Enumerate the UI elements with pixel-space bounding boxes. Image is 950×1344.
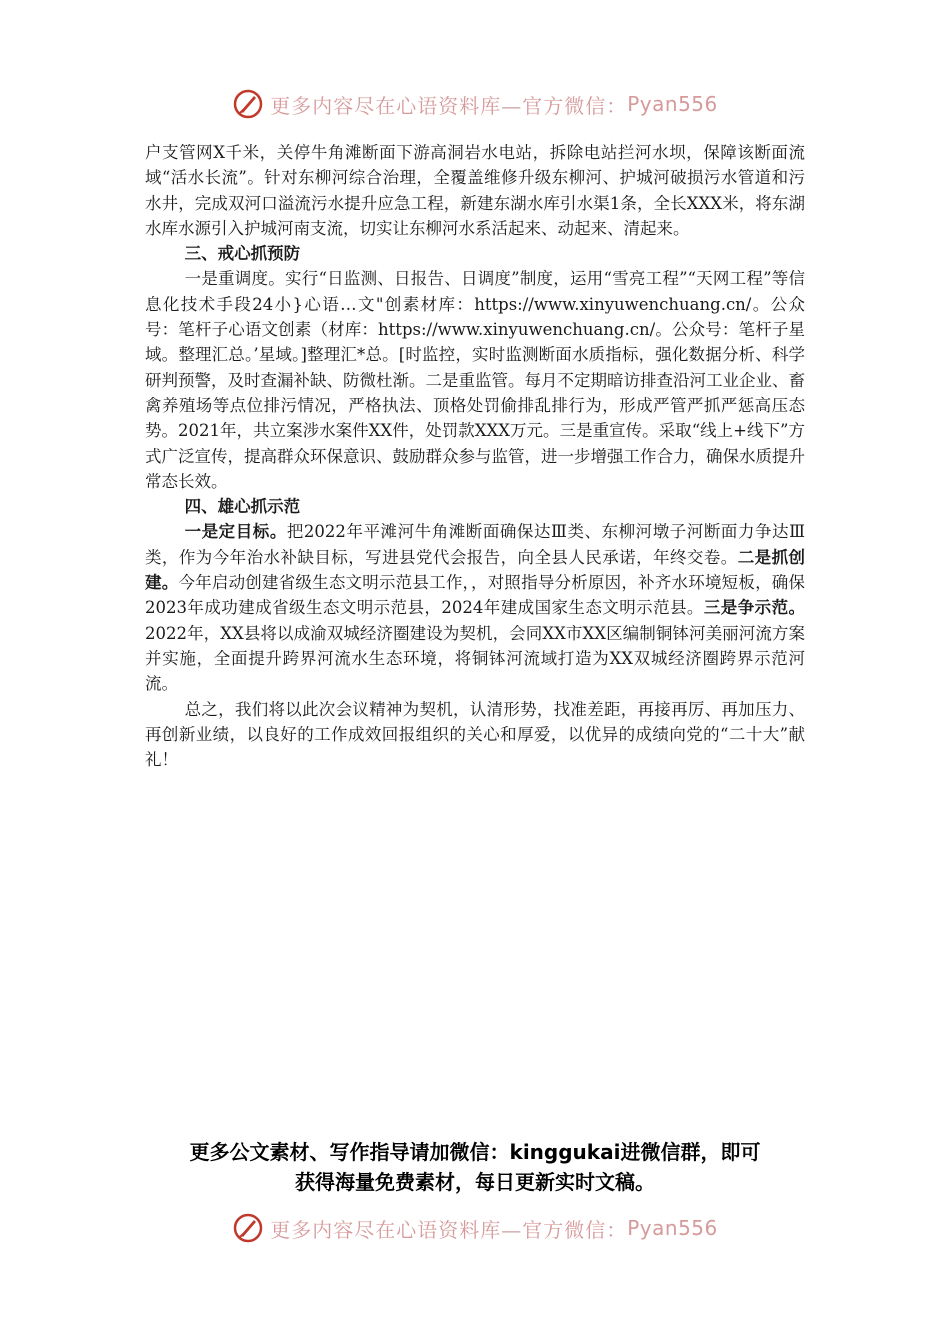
point-1-text: 把2022年平滩河牛角滩断面确保达Ⅲ类、东柳河墩子河断面力争达Ⅲ类，作为今年治水补缺目标，写进县党代会报告，向全县人民承诺，年终交卷。 [145, 522, 805, 567]
paragraph-2: 一是重调度。实行“日监测、日报告、日调度”制度，运用“雪亮工程”“天网工程”等信息化技术手段24小}心语…文"创素材库：https://www.xinyuwenchuang.cn/。公众号：笔杆子心语文创素（材库：https://www.xinyuwenchuang.cn/。公众号：笔杆子星域。整理汇总。’星域。]整理汇*总。[时监控，实时监测断面水质指标，强化数据分析、科学研判预警，及时查漏补缺、防微杜渐。二是重监管。每月不定期暗访排查沿河工业企业、畜禽养殖场等点位排污情况，严格执法、顶格处罚偷排乱排行为，形成严管严抓严惩高压态势。2021年，共立案涉水案件XX件，处罚款XXX万元。三是重宣传。采取“线上+线下”方式广泛宣传，提高群众环保意识、鼓励群众参与监管，进一步增强工作合力，确保水质提升常态长效。 [145, 269, 805, 491]
paragraph-1: 户支管网X千米，关停牛角滩断面下游高洞岩水电站，拆除电站拦河水坝，保障该断面流域“活水长流”。针对东柳河综合治理，全覆盖维修升级东柳河、护城河破损污水管道和污水井，完成双河口溢流污水提升应急工程，新建东湖水库引水渠1条，全长XXX米，将东湖水库水源引入护城河南支流，切实让东柳河水系活起来、动起来、清起来。 [145, 143, 805, 238]
section-heading-4: 四、雄心抓示范 [184, 497, 301, 517]
footer-watermark [0, 1208, 950, 1248]
watermark-handle: Pyan556 [627, 92, 718, 116]
promo-banner [0, 1137, 950, 1197]
paragraph-3 [145, 519, 805, 696]
point-2-text: 今年启动创建省级生态文明示范县工作，，对照指导分析原因，补齐水环境短板，确保2023年成功建成省级生态文明示范县，2024年建成国家生态文明示范县。 [145, 573, 806, 618]
point-3-text: 2022年，XX县将以成渝双城经济圈建设为契机，会同XX市XX区编制铜钵河美丽河流方案并实施，全面提升跨界河流水生态环境，将铜钵河流域打造为XX双城经济圈跨界示范河流。 [145, 623, 805, 694]
paragraph-4: 总之，我们将以此次会议精神为契机，认清形势，找准差距，再接再厉、再加压力、再创新业绩，以良好的工作成效回报组织的关心和厚爱，以优异的成绩向党的“二十大”献礼！ [145, 699, 805, 770]
quill-logo-icon [232, 1212, 264, 1244]
point-1-label: 一是定目标。 [184, 522, 287, 542]
promo-line-2: 获得海量免费素材，每日更新实时文稿。 [295, 1170, 655, 1194]
point-2-label: 二是抓创建。 [145, 547, 806, 593]
document-body [145, 140, 805, 772]
watermark-handle: Pyan556 [627, 1216, 718, 1240]
point-3-label: 三是争示范。 [703, 598, 806, 618]
promo-line-1: 更多公文素材、写作指导请加微信：kinggukai进微信群，即可 [189, 1140, 761, 1164]
quill-logo-icon [232, 88, 264, 120]
watermark-text: 更多内容尽在心语资料库—官方微信： [270, 1217, 628, 1242]
header-watermark [0, 84, 950, 124]
section-heading-3: 三、戒心抓预防 [184, 244, 301, 264]
watermark-text: 更多内容尽在心语资料库—官方微信： [270, 93, 628, 118]
